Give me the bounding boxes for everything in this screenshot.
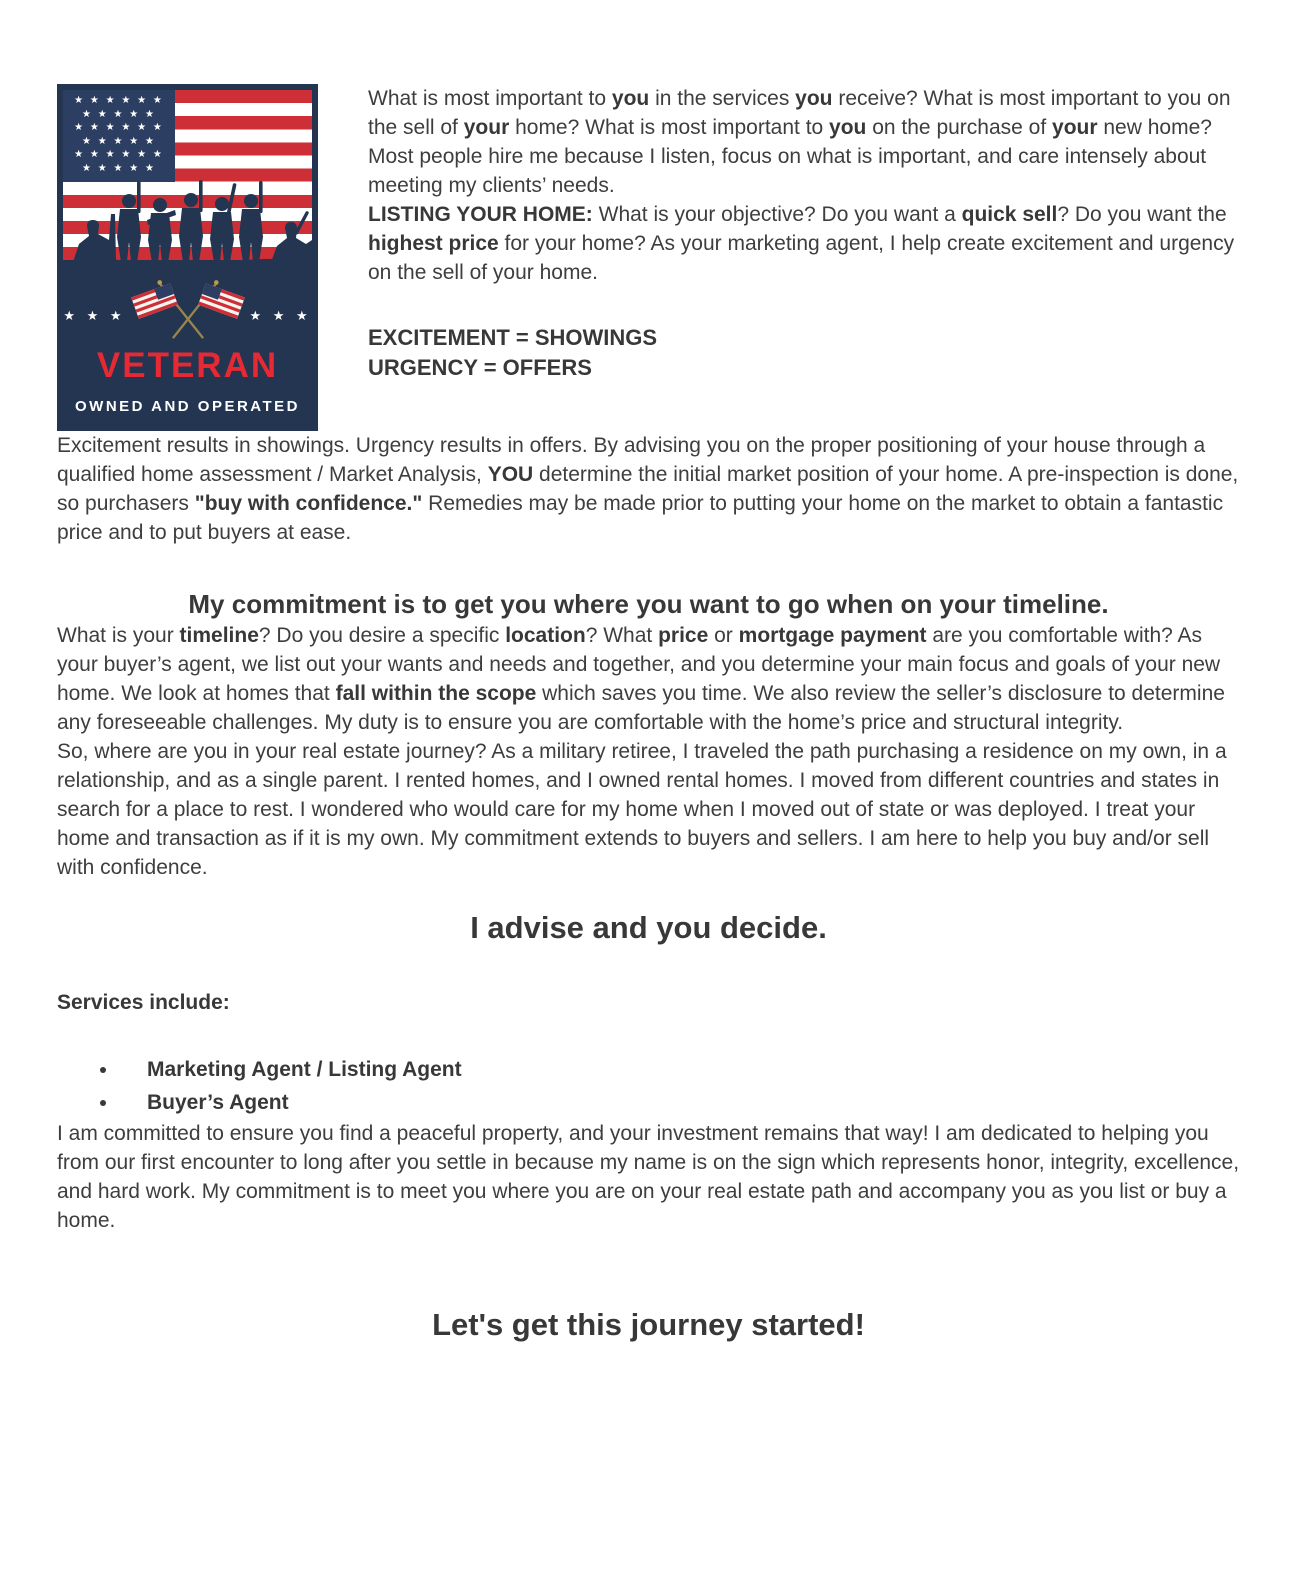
listing-paragraph: LISTING YOUR HOME: What is your objective? Do you want a quick sell? Do you want the highest price for your home? As your marketing agent, I help create excitement and urgency on the sell of your home. — [368, 203, 1235, 284]
service-item: • Marketing Agent / Listing Agent — [119, 1053, 1240, 1086]
badge-side-stars-left: ★ ★ ★ — [63, 308, 126, 323]
service-item: • Buyer’s Agent — [119, 1086, 1240, 1119]
advise-heading: I advise and you decide. — [470, 910, 827, 945]
badge-lower-panel — [57, 260, 318, 431]
equations-block — [368, 323, 1240, 383]
flag-stars: ★ ★ ★ ★ ★ ★ — [74, 95, 164, 106]
journey-paragraph: So, where are you in your real estate journey? As a military retiree, I traveled the path purchasing a residence on my own, in a relationship, and as a single parent. I rented homes, and I owned rental homes. I moved from different countries and states in search for a place to rest. I wondered who would care for my home when I moved out of state or was deployed. I treat your home and transaction as if it is my own. My commitment extends to buyers and sellers. I am here to help you buy and/or sell with confidence. — [57, 740, 1227, 879]
urgency-equation: URGENCY = OFFERS — [368, 355, 592, 380]
flag-stars: ★ ★ ★ ★ ★ ★ — [74, 149, 164, 160]
badge-side-stars-right: ★ ★ ★ — [249, 308, 312, 323]
top-section — [57, 84, 1240, 431]
committed-paragraph: I am committed to ensure you find a peaceful property, and your investment remains that way! I am dedicated to helping you from our first encounter to long after you settle in because my name is on the sign which represents honor, integrity, excellence, and hard work. My commitment is to meet you where you are on your real estate path and accompany you as you list or buy a home. — [57, 1122, 1240, 1232]
positioning-paragraph: Excitement results in showings. Urgency results in offers. By advising you on the proper positioning of your house through a qualified home assessment / Market Analysis, YOU determine the initial market position of your home. A pre-inspection is done, so purchasers "buy with confidence." Remedies may be made prior to putting your home on the market to obtain a fantastic price and to put buyers at ease. — [57, 434, 1239, 544]
flag-stars: ★ ★ ★ ★ ★ — [82, 108, 156, 120]
journey-start-heading: Let's get this journey started! — [432, 1307, 865, 1342]
badge-subtitle: OWNED AND OPERATED — [75, 398, 300, 415]
intro-column — [368, 84, 1240, 383]
flag-canton — [63, 90, 175, 182]
veteran-badge — [57, 84, 318, 431]
timeline-paragraph: What is your timeline? Do you desire a specific location? What price or mortgage payment are you comfortable with? As your buyer’s agent, we list out your wants and needs and together, and you determine your main focus and goals of your new home. We look at homes that fall within the scope which saves you time. We also review the seller’s disclosure to determine any foreseeable challenges. My duty is to ensure you are comfortable with the home’s price and structural integrity. — [57, 624, 1225, 734]
services-label: Services include: — [57, 991, 230, 1014]
crossed-flags-icon — [128, 274, 248, 340]
flag-stars: ★ ★ ★ ★ ★ — [82, 162, 156, 174]
flag-stars: ★ ★ ★ ★ ★ ★ — [74, 122, 164, 133]
intro-paragraph: What is most important to you in the services you receive? What is most important to you on the sell of your home? What is most important to you on the purchase of your new home? Most people hire me because I listen, focus on what is important, and care intensely about meeting my clients’ needs. — [368, 87, 1231, 197]
services-list — [57, 1053, 1240, 1119]
excitement-equation: EXCITEMENT = SHOWINGS — [368, 325, 658, 350]
badge-title: VETERAN — [96, 346, 279, 385]
flag-stars: ★ ★ ★ ★ ★ — [82, 135, 156, 147]
commitment-heading: My commitment is to get you where you want to go when on your timeline. — [188, 589, 1109, 619]
